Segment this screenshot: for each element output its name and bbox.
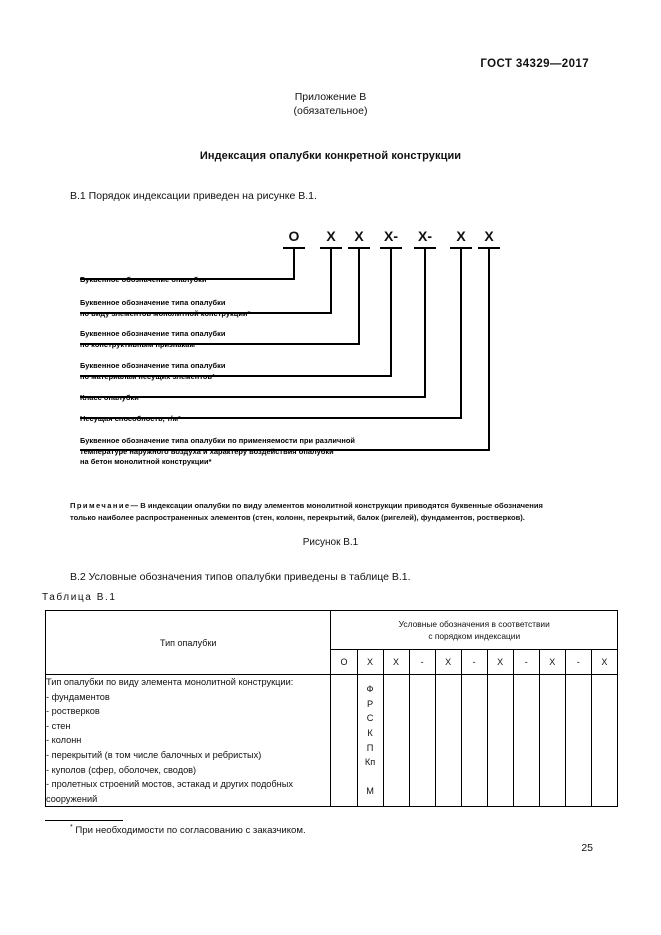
index-symbol-4: Х-	[384, 228, 398, 244]
table-header-code-2: Х	[357, 650, 383, 675]
table-cell-code-7	[487, 675, 513, 807]
formwork-codes-table	[45, 610, 618, 807]
index-symbol-6: Х	[456, 228, 466, 244]
type-list-line-6: - перекрытий (в том числе балочных и ребристых)	[46, 749, 262, 760]
appendix-subtitle: (обязательное)	[293, 105, 368, 117]
code-value-3: С	[366, 713, 374, 724]
table-header-code-1: О	[331, 650, 357, 675]
table-cell-code-8	[513, 675, 539, 807]
index-symbol-7: Х	[484, 228, 494, 244]
figure-note	[70, 500, 560, 523]
code-value-5: П	[366, 742, 374, 753]
leader-1-vertical	[293, 249, 295, 279]
code-value-4: К	[367, 728, 373, 739]
index-label-3	[80, 329, 225, 350]
table-header-code-4: -	[409, 650, 435, 675]
code-value-8: М	[366, 786, 374, 797]
table-header-type: Тип опалубки	[46, 611, 331, 675]
footnote-marker: *	[70, 824, 73, 831]
code-value-7	[358, 770, 383, 785]
appendix-heading	[0, 90, 661, 118]
table-header-code-7: Х	[487, 650, 513, 675]
index-label-7-line3: на бетон монолитной конструкции*	[80, 457, 212, 466]
table-header-code-8: -	[513, 650, 539, 675]
index-label-6-line1: Несущая способность, т/м²	[80, 414, 181, 423]
footnote	[70, 824, 306, 836]
leader-7-vertical	[488, 249, 490, 450]
type-list-line-1: Тип опалубки по виду элемента монолитной конструкции:	[46, 677, 294, 687]
index-label-7-line1: Буквенное обозначение типа опалубки по применяемости при различной	[80, 436, 356, 445]
table-header-group-line1: Условные обозначения в соответствии	[398, 619, 550, 629]
code-value-2: Р	[366, 698, 374, 709]
table-cell-code-5	[435, 675, 461, 807]
leader-4-vertical	[390, 249, 392, 376]
type-list-line-3: - ростверков	[46, 706, 100, 717]
table-header-code-5: Х	[435, 650, 461, 675]
table-header-group	[331, 611, 618, 650]
table-header-code-9: Х	[539, 650, 565, 675]
index-label-3-line1: Буквенное обозначение типа опалубки	[80, 329, 226, 338]
figure-caption: Рисунок В.1	[302, 537, 359, 548]
leader-5-vertical	[424, 249, 426, 397]
index-label-1	[80, 275, 206, 286]
table-header-code-6: -	[461, 650, 487, 675]
code-value-6: Кп	[364, 757, 376, 768]
index-symbol-2: Х	[326, 228, 336, 244]
table-header-code-3: Х	[383, 650, 409, 675]
footnote-text: При необходимости по согласованию с заказчиком.	[72, 825, 306, 837]
table-cell-type-list	[46, 675, 331, 807]
table-header-group-line2: с порядком индексации	[428, 631, 521, 641]
table-cell-code-2	[357, 675, 383, 807]
page-number: 25	[581, 842, 593, 854]
index-label-4-line1: Буквенное обозначение типа опалубки	[80, 361, 226, 370]
leader-3-vertical	[358, 249, 360, 344]
index-label-1-line1: Буквенное обозначение опалубки	[80, 275, 207, 284]
type-list-line-5: - колонн	[46, 735, 82, 746]
standard-header: ГОСТ 34329—2017	[480, 58, 589, 70]
index-label-5	[80, 393, 139, 404]
appendix-title: Приложение В	[294, 91, 367, 103]
note-text: — В индексации опалубки по виду элементов монолитной конструкции приводятся буквенные обозначения только наиболее распространенных элементов (стен, колонн, перекрытий, балок (ригелей), фундаментов, ростверков).	[70, 501, 543, 522]
index-label-7-line2: температуре наружного воздуха и характеру воздействия опалубки	[80, 446, 334, 456]
paragraph-b2: В.2 Условные обозначения типов опалубки приведены в таблице В.1.	[70, 571, 411, 583]
index-label-5-line1: Класс опалубки	[80, 393, 139, 402]
type-list-line-7: - куполов (сфер, оболочек, сводов)	[46, 764, 197, 775]
index-label-2	[80, 298, 250, 319]
index-symbol-3: Х	[354, 228, 364, 244]
leader-6-vertical	[460, 249, 462, 418]
footnote-separator	[45, 820, 123, 821]
index-label-3-line2: по конструктивным признакам	[80, 339, 195, 349]
code-value-1: Ф	[366, 684, 374, 695]
table-caption: Таблица В.1	[42, 592, 117, 603]
table-cell-code-6	[461, 675, 487, 807]
table-cell-code-3	[383, 675, 409, 807]
index-label-2-line2: по виду элементов монолитной конструкции*	[80, 308, 251, 318]
table-cell-code-9	[539, 675, 565, 807]
table-cell-code-11	[591, 675, 617, 807]
table-cell-code-4	[409, 675, 435, 807]
type-list-line-2: - фундаментов	[46, 691, 110, 702]
table-header-code-10: -	[565, 650, 591, 675]
index-diagram	[0, 228, 661, 478]
index-symbol-5: Х-	[418, 228, 432, 244]
type-list-line-8: - пролетных строений мостов, эстакад и других подобных	[46, 779, 293, 790]
table-cell-code-10	[565, 675, 591, 807]
page-title: Индексация опалубки конкретной конструкции	[199, 150, 462, 162]
index-label-2-line1: Буквенное обозначение типа опалубки	[80, 298, 226, 307]
table-header-row-1	[46, 611, 618, 650]
leader-2-vertical	[330, 249, 332, 313]
index-label-7	[80, 436, 355, 468]
paragraph-b1: В.1 Порядок индексации приведен на рисунке В.1.	[70, 190, 317, 202]
table-header-code-11: Х	[591, 650, 617, 675]
index-label-4	[80, 361, 225, 382]
type-list-line-4: - стен	[46, 720, 71, 731]
table-cell-code-1	[331, 675, 357, 807]
index-label-4-line2: по материалам несущих элементов*	[80, 371, 215, 381]
type-list-line-9: сооружений	[46, 793, 98, 804]
note-lead: Примечание	[70, 501, 131, 510]
table-row	[46, 675, 618, 807]
index-label-6	[80, 414, 181, 425]
index-symbol-1: О	[288, 228, 300, 244]
